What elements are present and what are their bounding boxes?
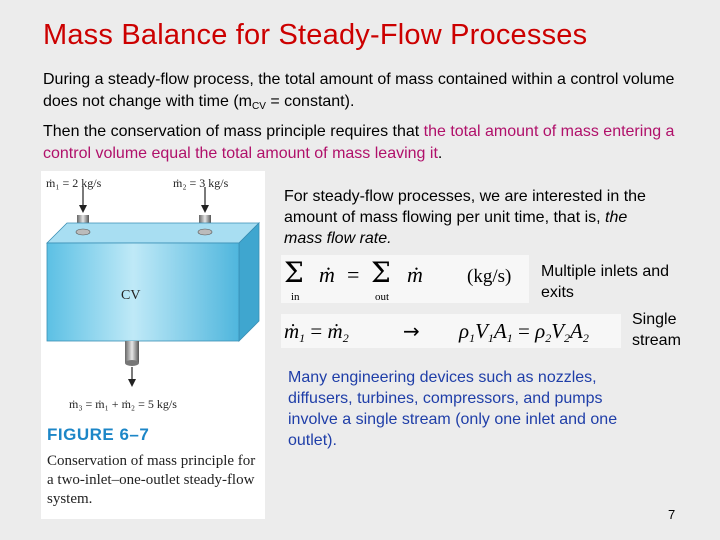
inlet1-flow-label: ṁ₁ = 2 kg/s [46,176,102,190]
para1-text: During a steady-flow process, the total amount of mass contained within a control volume does not change with time (m [43,71,675,110]
multiple-inlets-text: Multiple inlets and exits [541,263,670,301]
eq2-arrow: → [403,319,420,343]
inlet2-flow-label: ṁ₂ = 3 kg/s [173,176,229,190]
outlet-pipe [125,341,139,363]
para2-text: Then the conservation of mass principle requires that [43,123,424,140]
figure-caption: Conservation of mass principle for a two-inlet–one-outlet steady-flow system. [47,453,256,507]
para2-highlight: the total amount of mass entering a control volume equal the total amount of mass leaving it [43,123,675,162]
page-number: 7 [668,507,676,522]
figure-control-volume [41,171,265,519]
inlet-arrowhead-2 [201,205,209,213]
outlet-flow-label: ṁ₃ = ṁ₁ + ṁ₂ = 5 kg/s [69,397,177,411]
right-text-plain: For steady-flow processes, we are interested in the amount of mass flowing per unit time, that is, [284,188,646,226]
control-volume-diagram [41,171,265,421]
right-text-italic: the mass flow rate. [284,209,628,247]
equation-1-graphic [281,255,529,303]
multiple-inlets-label [541,261,691,303]
single-stream-text: Single stream [632,311,681,349]
para1-end: = constant). [265,93,355,110]
inlet-opening-1 [76,229,90,235]
equals-sign-1: = [347,262,360,287]
sum-symbol-in: Σ [284,256,304,289]
outlet-opening [125,360,139,366]
units-kg-s: (kg/s) [467,266,512,287]
inlet-arrowhead-1 [79,205,87,213]
equation-single-stream [281,314,621,348]
eq2-rhs: ρ1V1A1 = ρ2V2A2 [459,319,589,345]
mass-flow-rate-text [284,186,664,249]
slide-title: Mass Balance for Steady-Flow Processes [43,19,588,51]
devices-text: Many engineering devices such as nozzles, diffusers, turbines, compressors, and pumps involve a single stream (only one inlet and one outlet). [288,369,618,449]
mdot-in: ṁ [319,262,335,287]
mdot-out: ṁ [407,262,423,287]
single-stream-label [632,309,702,351]
sum-sub-out: out [375,291,390,303]
equation-2-graphic [281,314,621,348]
inlet-opening-2 [198,229,212,235]
paragraph-conservation [43,121,693,165]
sum-symbol-out: Σ [371,256,391,289]
para1-subscript: CV [252,101,266,112]
figure-title: FIGURE 6–7 [47,425,150,444]
para2-end: . [437,145,443,162]
tank-front [47,243,239,341]
eq2-lhs: ṁ1 = ṁ2 [284,319,349,345]
tank-side [239,223,259,341]
paragraph-steady-flow [43,69,693,118]
equation-multiple-streams [281,255,529,303]
cv-label: CV [121,288,141,303]
outlet-arrowhead [128,379,136,387]
sum-sub-in: in [291,291,300,303]
